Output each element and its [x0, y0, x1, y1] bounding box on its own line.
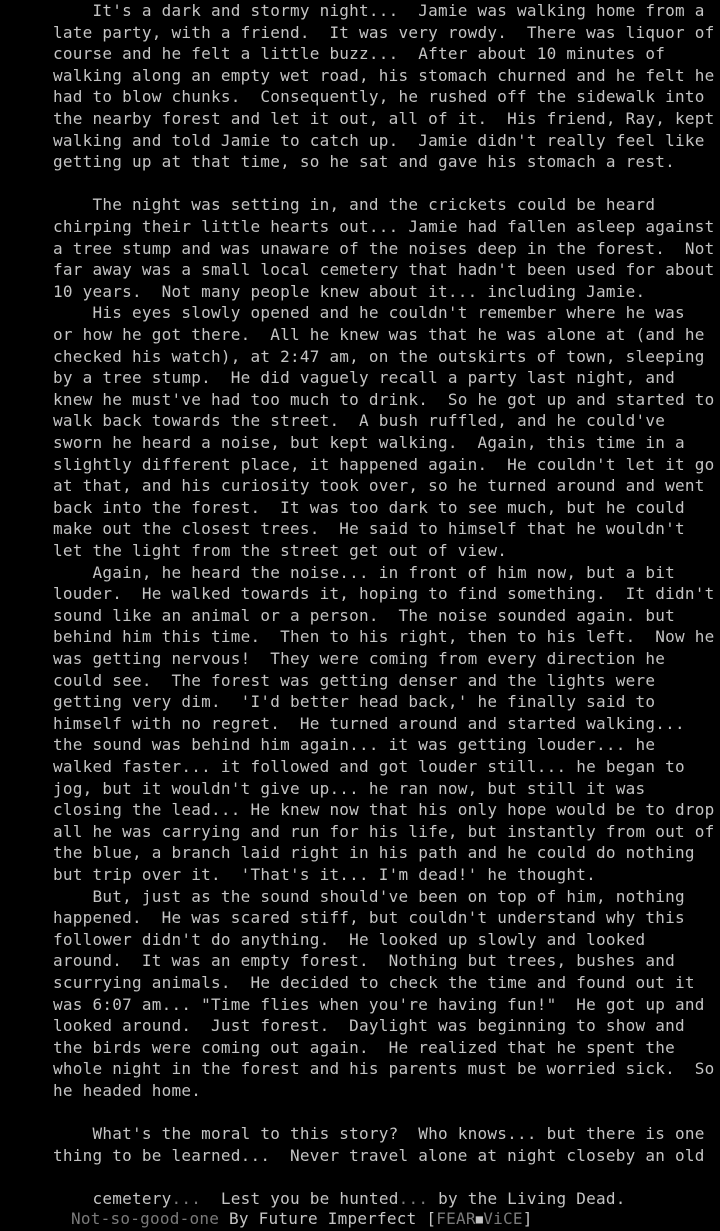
story-line: the blue, a branch laid right in his path and he could do nothing	[53, 843, 695, 863]
story-line: jog, but it wouldn't give up... he ran now, but still it was	[53, 778, 646, 798]
story-line: walking and told Jamie to catch up. Jamie didn't really feel like	[53, 130, 705, 150]
story-line: sworn he heard a noise, but kept walking. Again, this time in a	[53, 433, 685, 452]
story-line: walk back towards the street. A bush ruffled, and he could've	[53, 411, 666, 431]
story-line: he headed home.	[53, 1081, 202, 1100]
story-line: the sound was behind him again... it was getting louder... he	[53, 735, 656, 755]
story-line: the birds were coming out again. He realized that he spent the	[53, 1037, 675, 1057]
story-line: Again, he heard the noise... in front of him now, but a bit	[53, 562, 675, 582]
story-line: His eyes slowly opened and he couldn't remember where he was	[53, 303, 685, 323]
signature-title: Not-so-good-one	[71, 1209, 220, 1228]
story-line: let the light from the street get out of view.	[53, 541, 508, 560]
signature-group-vice: ViCE	[483, 1209, 523, 1228]
last-line-part-2: Lest you be hunted	[201, 1188, 399, 1208]
last-line-part-3: by the Living Dead.	[428, 1188, 626, 1208]
story-line: knew he must've had too much to drink. So he got up and started to	[53, 389, 715, 409]
story-line: whole night in the forest and his parents must be worried sick. So	[53, 1059, 715, 1079]
story-line: happened. He was scared stiff, but couldn't understand why this	[53, 908, 685, 928]
story-line: far away was a small local cemetery that hadn't been used for about	[53, 260, 715, 280]
story-line: walked faster... it followed and got louder still... he began to	[53, 757, 685, 776]
story-line: walking along an empty wet road, his stomach churned and he felt he	[53, 65, 715, 85]
story-line: had to blow chunks. Consequently, he rushed off the sidewalk into	[53, 87, 705, 107]
story-line: all he was carrying and run for his life, but instantly from out of	[53, 821, 715, 841]
story-line: 10 years. Not many people knew about it... including Jamie.	[53, 281, 646, 301]
story-line: himself with no regret. He turned around and started walking...	[53, 713, 685, 733]
story-line: scurrying animals. He decided to check the time and found out it	[53, 973, 695, 992]
story-line: or how he got there. All he knew was that he was alone at (and he	[53, 325, 705, 344]
last-line-ellipsis-2: ...	[398, 1188, 429, 1208]
story-line: slightly different place, it happened again. He couldn't let it go	[53, 454, 715, 474]
story-line: louder. He walked towards it, hoping to find something. It didn't	[53, 584, 715, 604]
story-line: looked around. Just forest. Daylight was beginning to show and	[53, 1016, 685, 1036]
story-line: getting very dim. 'I'd better head back,' he finally said to	[53, 692, 656, 712]
signature-author: By Future Imperfect [	[219, 1209, 437, 1228]
last-line-part-1: cemetery	[92, 1188, 172, 1208]
story-line: But, just as the sound should've been on top of him, nothing	[53, 886, 685, 906]
story-line: could see. The forest was getting denser and the lights were	[53, 670, 656, 690]
last-line-ellipsis-1: ...	[171, 1188, 202, 1208]
story-line: but trip over it. 'That's it... I'm dead!' he thought.	[53, 865, 597, 884]
story-line: behind him this time. Then to his right, then to his left. Now he	[53, 627, 715, 647]
story-line: at that, and his curiosity took over, so he turned around and went	[53, 476, 705, 496]
story-line: What's the moral to this story? Who knows... but there is one	[53, 1124, 705, 1144]
story-line: sound like an animal or a person. The noise sounded again. but	[53, 605, 675, 625]
signature	[71, 1208, 533, 1231]
signature-group-fear: FEAR	[436, 1209, 476, 1228]
story-line: by a tree stump. He did vaguely recall a party last night, and	[53, 368, 675, 388]
story-line: checked his watch), at 2:47 am, on the outskirts of town, sleeping	[53, 346, 705, 366]
story-line: a tree stump and was unaware of the noises deep in the forest. Not	[53, 238, 715, 258]
story-line: make out the closest trees. He said to himself that he wouldn't	[53, 519, 685, 539]
signature-close-bracket: ]	[522, 1209, 533, 1228]
story-line: around. It was an empty forest. Nothing but trees, bushes and	[53, 951, 675, 971]
story-line: was 6:07 am... "Time flies when you're having fun!" He got up and	[53, 994, 705, 1014]
story-line: closing the lead... He knew now that his only hope would be to drop	[53, 800, 715, 820]
block-separator-icon: ■	[475, 1212, 484, 1226]
story-line: late party, with a friend. It was very rowdy. There was liquor of	[53, 22, 715, 42]
story-line: The night was setting in, and the crickets could be heard	[53, 195, 656, 215]
story-line: follower didn't do anything. He looked up slowly and looked	[53, 929, 646, 949]
story-line: course and he felt a little buzz... After about 10 minutes of	[53, 44, 666, 64]
story-last-line	[53, 1166, 626, 1208]
story-line: It's a dark and stormy night... Jamie was walking home from a	[53, 1, 705, 20]
story-line: thing to be learned... Never travel alone at night closeby an old	[53, 1145, 705, 1165]
story-line: was getting nervous! They were coming from every direction he	[53, 649, 666, 668]
story-line: back into the forest. It was too dark to see much, but he could	[53, 497, 685, 517]
story-line: getting up at that time, so he sat and gave his stomach a rest.	[53, 152, 675, 172]
story-line: the nearby forest and let it out, all of it. His friend, Ray, kept	[53, 109, 715, 128]
story-line: chirping their little hearts out... Jamie had fallen asleep against	[53, 217, 715, 236]
